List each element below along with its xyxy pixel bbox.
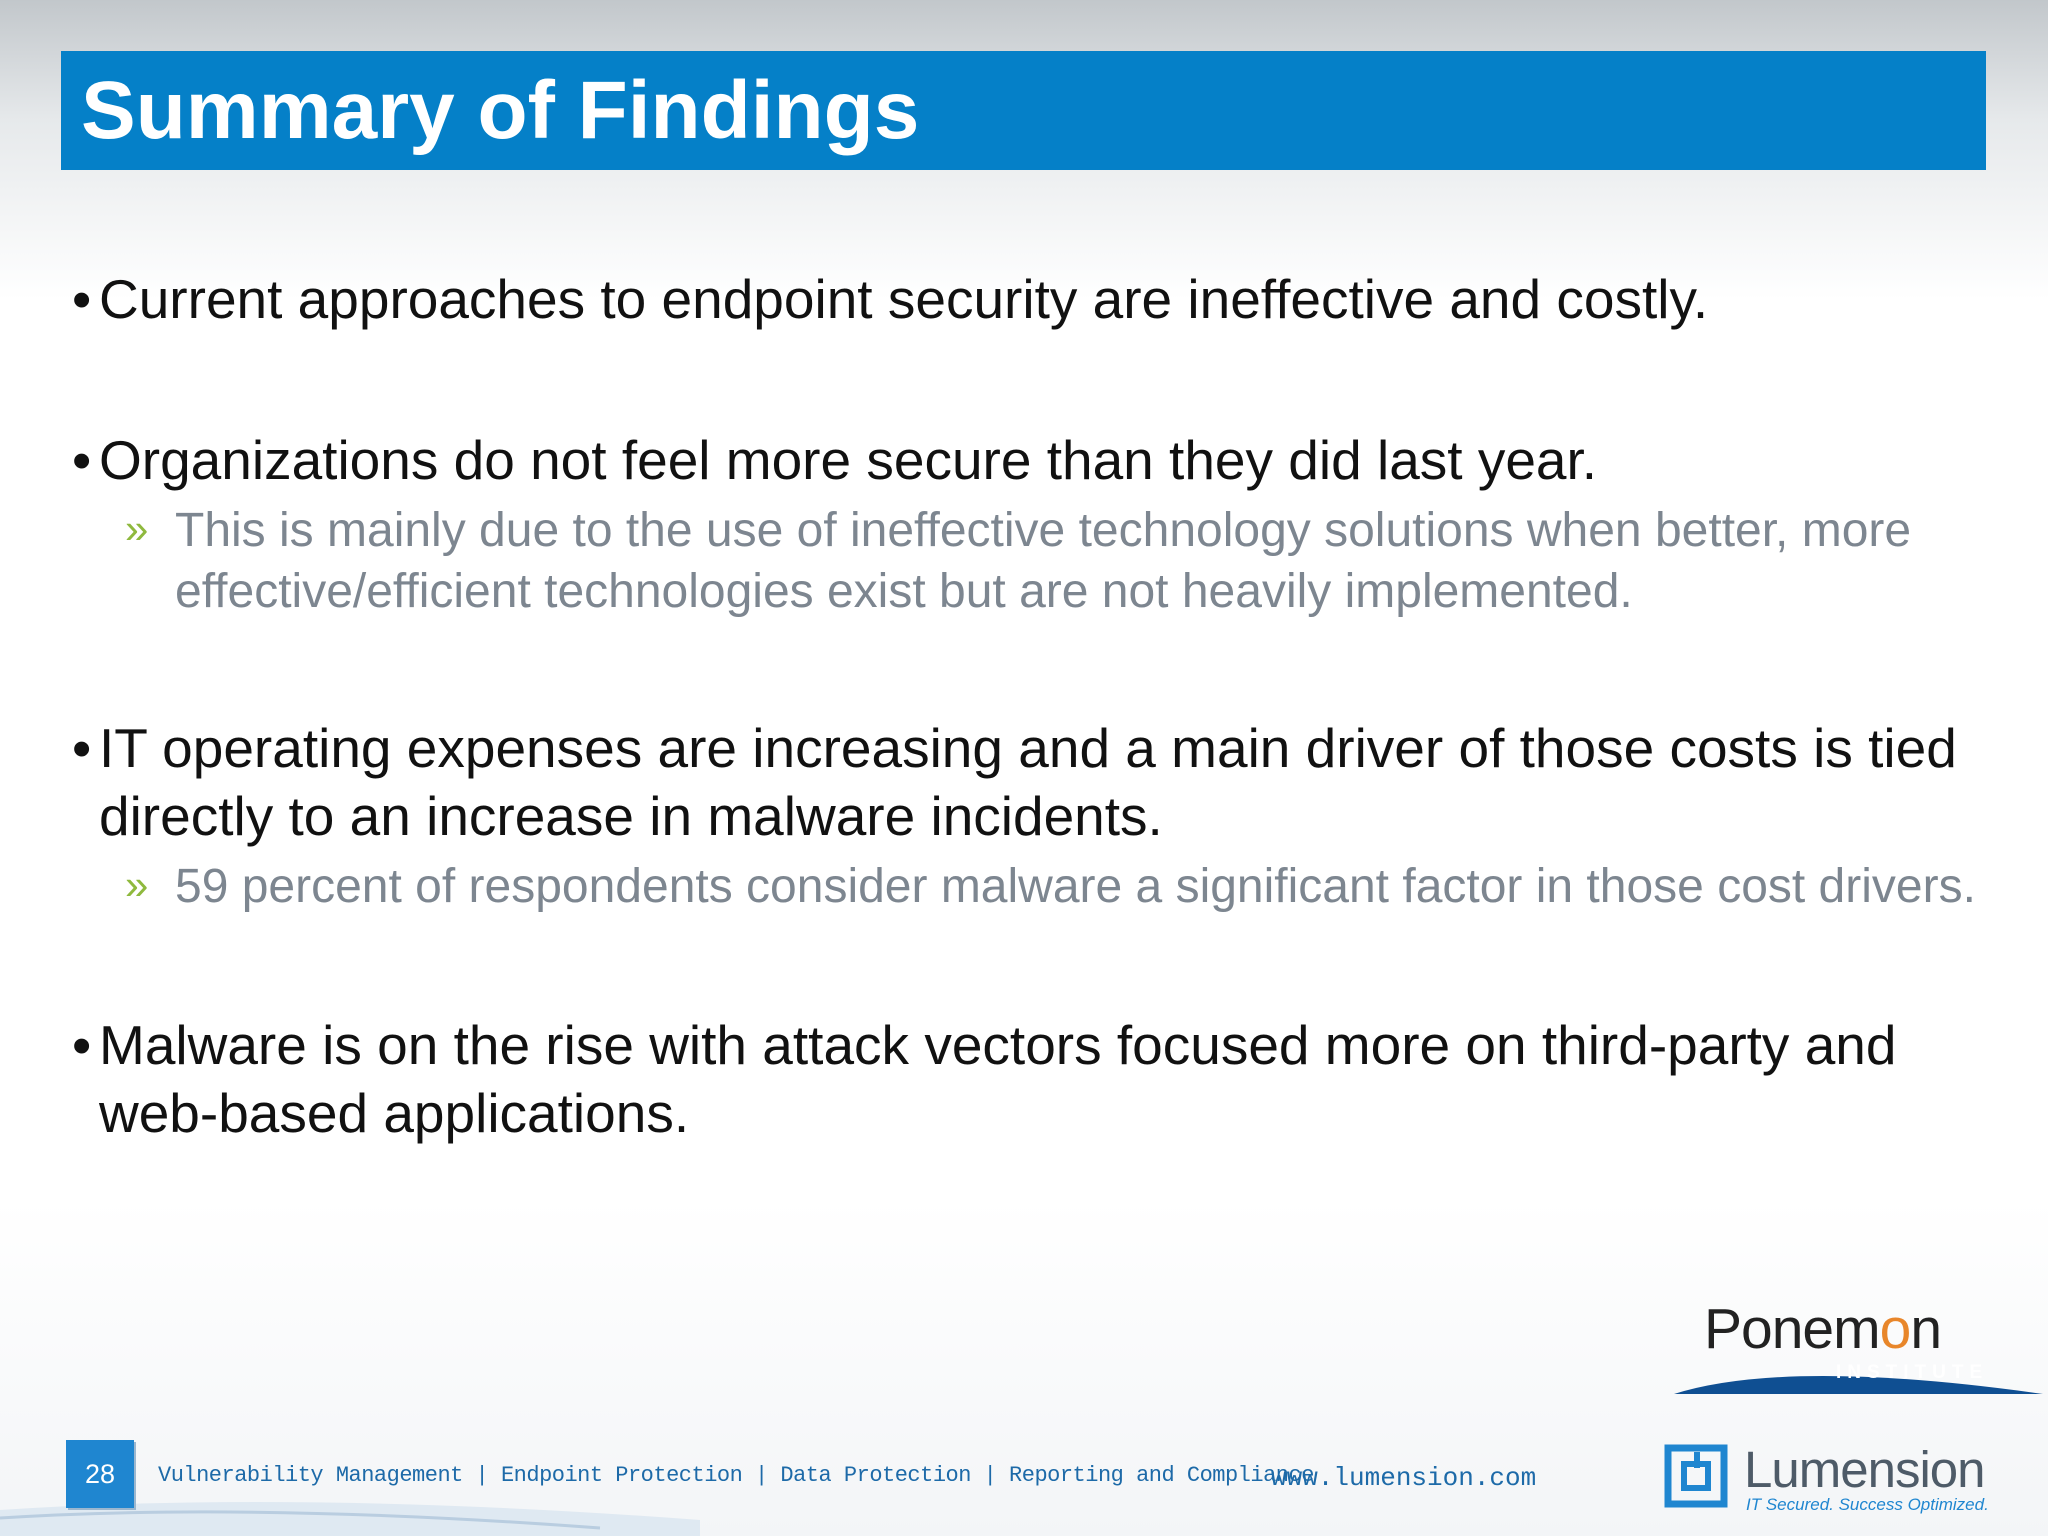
bullet-2 <box>72 426 1982 494</box>
lumension-tagline: IT Secured. Success Optimized. <box>1746 1495 1989 1514</box>
sub-bullet-text: This is mainly due to the use of ineffective technology solutions when better, more effective/efficient technologies exist but are not heavily implemented. <box>175 504 1912 618</box>
ponemon-subtitle: INSTITUTE <box>1836 1362 1989 1383</box>
lumension-wordmark: Lumension <box>1744 1441 1985 1498</box>
bullet-dot: • <box>72 268 92 330</box>
bullet-text: IT operating expenses are increasing and a main driver of those costs is tied directly to an increase in malware incidents. <box>99 717 1957 847</box>
sub-bullet-2 <box>72 500 1982 622</box>
bullet-3 <box>72 714 1982 850</box>
slide-content <box>72 265 1982 1147</box>
sub-bullet-text: 59 percent of respondents consider malware a significant factor in those cost drivers. <box>175 860 1976 913</box>
bullet-text: Organizations do not feel more secure than they did last year. <box>99 429 1598 491</box>
bullet-dot: • <box>72 717 92 779</box>
chevron-icon: » <box>125 861 149 908</box>
bullet-dot: • <box>72 429 92 491</box>
bullet-text: Current approaches to endpoint security are ineffective and costly. <box>99 268 1709 330</box>
bullet-dot: • <box>72 1014 92 1076</box>
ponemon-logo <box>1668 1296 2043 1396</box>
footer-tagline: Vulnerability Management | Endpoint Protection | Data Protection | Reporting and Compliance <box>158 1463 1314 1488</box>
lumension-icon <box>1664 1444 1728 1508</box>
title-bar <box>61 51 1986 170</box>
bullet-text: Malware is on the rise with attack vectors focused more on third-party and web-based applications. <box>99 1014 1897 1144</box>
chevron-icon: » <box>125 505 149 552</box>
ponemon-wordmark: Ponemon <box>1704 1297 1942 1361</box>
sub-bullet-3 <box>72 856 1982 917</box>
lumension-logo <box>1664 1440 2024 1520</box>
page-number: 28 <box>66 1440 134 1508</box>
bullet-4 <box>72 1011 1982 1147</box>
slide-title: Summary of Findings <box>81 64 920 156</box>
bullet-1 <box>72 265 1982 333</box>
footer-url[interactable]: www.lumension.com <box>1271 1463 1537 1493</box>
